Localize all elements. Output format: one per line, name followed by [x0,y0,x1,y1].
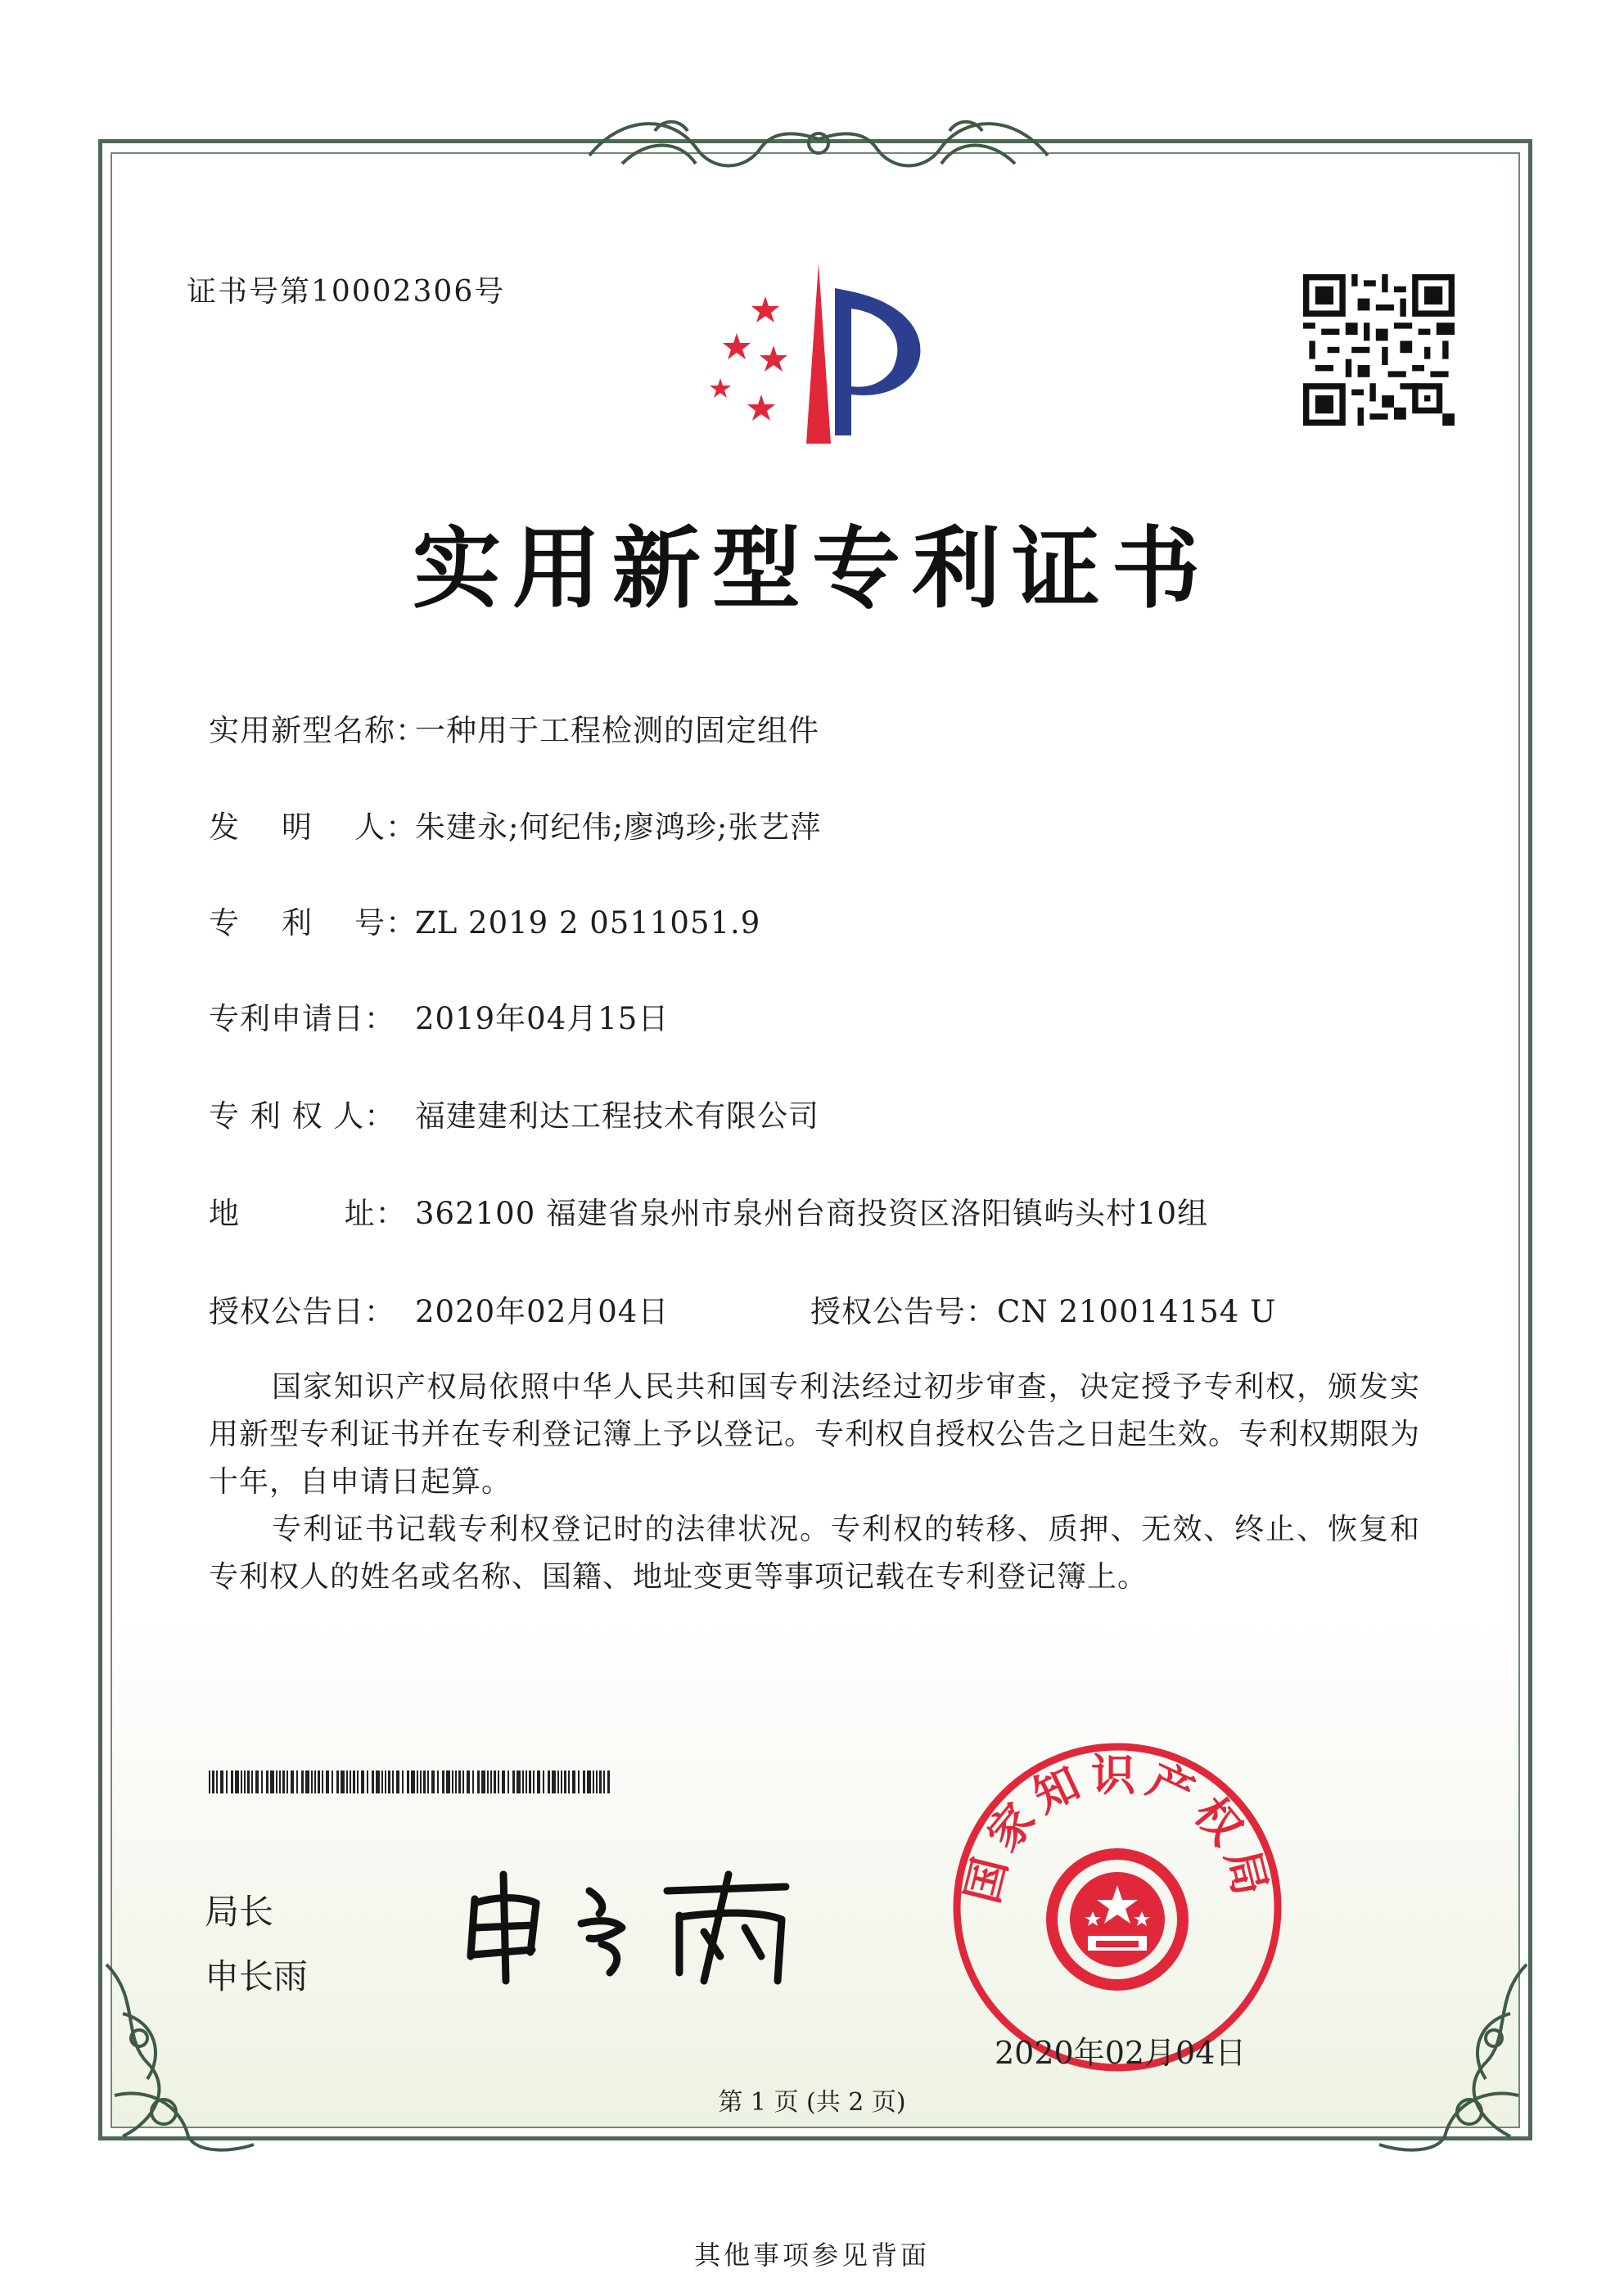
signatory-title: 局长 [205,1892,274,1932]
signatory-name: 申长雨 [205,1956,309,1996]
paragraph-text: 专利证书记载专利权登记时的法律状况。专利权的转移、质押、无效、终止、恢复和专利权人的姓名或名称、国籍、地址变更等事项记载在专利登记簿上。 [209,1513,1420,1594]
barcode [209,1770,610,1793]
field-label: 授权公告号： [810,1294,997,1329]
field-label: 授权公告日： [209,1294,395,1329]
footer-note: 其他事项参见背面 [693,2240,930,2271]
field-label: 专 利 号： [209,905,417,941]
field-value: CN 210014154 U [997,1294,1277,1329]
field-label: 发 明 人： [209,810,417,845]
qr-code [1303,274,1455,426]
certificate-number: 证书号第10002306号 [187,275,506,309]
field-patent-number [209,898,760,942]
field-value: 一种用于工程检测的固定组件 [415,713,819,748]
field-label: 地 址： [209,1196,407,1231]
field-label: 实用新型名称： [209,713,426,748]
field-label: 专 利 权 人： [209,1098,396,1134]
field-value: 2019年04月15日 [415,1001,670,1036]
field-application-date [209,994,669,1038]
field-value: ZL 2019 2 0511051.9 [415,905,761,941]
certificate-title: 实用新型专利证书 [412,517,1211,620]
seal-text: 国家知识产权局 [956,1749,1279,1909]
handwritten-signature [458,1858,819,1989]
field-address [209,1189,1208,1233]
field-inventors [209,802,821,846]
field-grant-announcement-number [810,1287,1276,1331]
field-label: 专利申请日： [209,1001,395,1036]
field-utility-model-name [209,706,819,750]
field-value: 362100 福建省泉州市泉州台商投资区洛阳镇屿头村10组 [415,1196,1209,1231]
field-grant-announcement-date [209,1287,669,1331]
field-value: 2020年02月04日 [415,1294,670,1329]
statement-paragraph-1 [209,1364,1420,1506]
field-value: 朱建永;何纪伟;廖鸿珍;张艺萍 [415,810,822,845]
paragraph-text: 国家知识产权局依照中华人民共和国专利法经过初步审查，决定授予专利权，颁发实用新型专利证书并在专利登记簿上予以登记。专利权自授权公告之日起生效。专利权期限为十年，自申请日起算。 [209,1370,1421,1499]
top-ornament [573,106,1064,188]
page-number: 第 1 页 (共 2 页) [718,2088,906,2117]
patent-office-logo [704,264,941,452]
bottom-right-ornament [1355,1948,1543,2169]
statement-paragraph-2 [209,1506,1420,1601]
field-value: 福建建利达工程技术有限公司 [415,1098,819,1134]
seal-date: 2020年02月04日 [995,2035,1247,2071]
field-patentee [209,1091,819,1135]
